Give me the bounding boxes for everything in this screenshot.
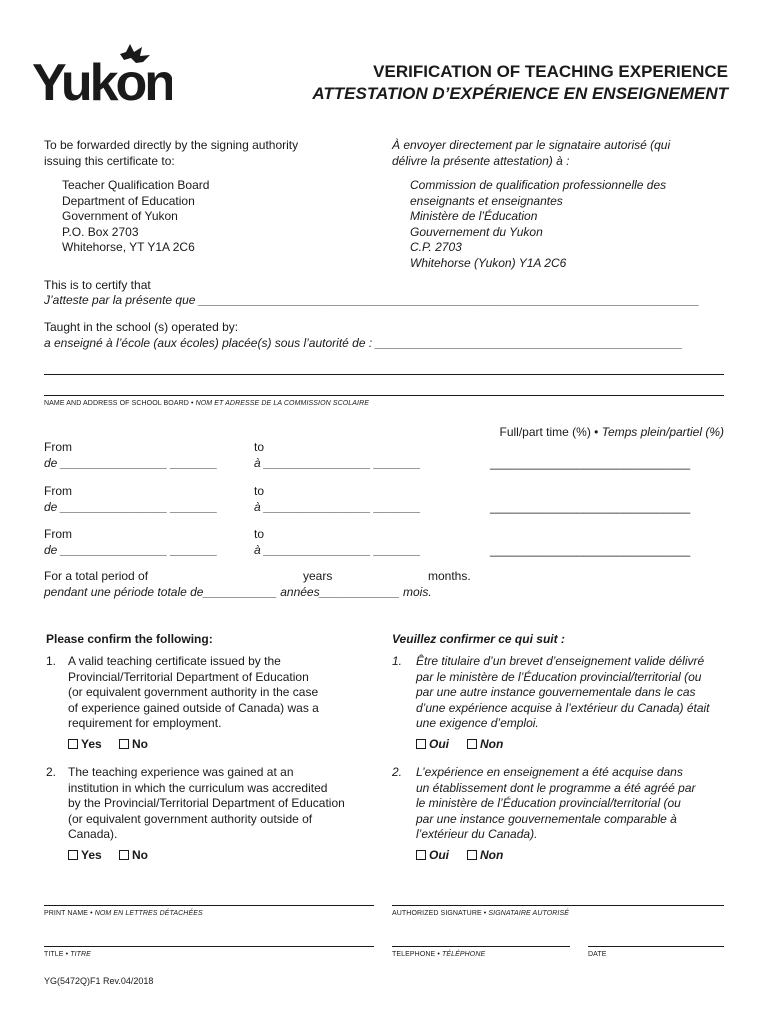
yukon-logo <box>32 42 172 107</box>
date-line[interactable] <box>588 946 724 947</box>
q2-line: L’expérience en enseignement a été acquise dans <box>416 765 683 779</box>
q1-text-en <box>68 654 319 732</box>
q1-non-checkbox[interactable] <box>467 737 503 751</box>
date-caption: DATE <box>588 951 607 958</box>
address-line: Department of Education <box>62 193 195 208</box>
page-title-en: VERIFICATION OF TEACHING EXPERIENCE <box>373 62 728 81</box>
from-field[interactable]: de ________________ _______ <box>44 456 218 470</box>
caption-en: TITLE • <box>44 951 71 958</box>
non-label: Non <box>480 848 504 862</box>
q2-yes-checkbox[interactable] <box>68 848 102 862</box>
q1-line: par le ministère de l’Éducation provincial/territorial (ou <box>416 669 702 684</box>
q1-line: (or equivalent government authority in the case <box>68 685 319 699</box>
forward-instruction-en-2: issuing this certificate to: <box>44 154 175 168</box>
from-field[interactable]: de ________________ _______ <box>44 543 218 557</box>
address-block-en <box>62 178 209 256</box>
no-label: No <box>132 737 148 751</box>
percent-field[interactable]: ______________________________ <box>490 500 691 514</box>
q1-line: par une autre instance gouvernementale dans le cas <box>416 685 696 699</box>
time-header-fr: Temps plein/partiel (%) <box>601 425 724 439</box>
print-name-caption <box>44 910 203 917</box>
total-years-label: years <box>303 569 333 583</box>
checkbox-icon <box>416 850 426 860</box>
address-line: Gouvernement du Yukon <box>410 224 543 239</box>
to-field[interactable]: à ________________ _______ <box>254 543 421 557</box>
checkbox-icon <box>467 850 477 860</box>
address-line: P.O. Box 2703 <box>62 224 139 239</box>
caption-en: TELEPHONE • <box>392 951 442 958</box>
school-board-line-1[interactable] <box>44 374 724 375</box>
q1-line: A valid teaching certificate issued by the <box>68 654 281 668</box>
signature-line[interactable] <box>392 905 724 906</box>
checkbox-icon <box>416 739 426 749</box>
time-header <box>500 425 725 439</box>
time-header-en: Full/part time (%) • <box>499 425 602 439</box>
oui-label: Oui <box>429 737 449 751</box>
checkbox-icon <box>119 739 129 749</box>
address-line: Government of Yukon <box>62 209 178 223</box>
school-board-line-2[interactable] <box>44 395 724 396</box>
caption-en: AUTHORIZED SIGNATURE • <box>392 910 489 917</box>
caption-fr: TÉLÉPHONE <box>441 951 486 958</box>
q1-yes-checkbox[interactable] <box>68 737 102 751</box>
q2-line: by the Provincial/Territorial Department of Education <box>68 796 345 810</box>
q1-line: requirement for employment. <box>68 716 222 730</box>
from-field[interactable]: de ________________ _______ <box>44 500 218 514</box>
q1-line: of experience gained outside of Canada) was a <box>68 700 319 715</box>
title-caption <box>44 951 91 958</box>
confirm-heading-fr: Veuillez confirmer ce qui suit : <box>392 632 565 646</box>
forward-instruction-fr-2: délivre la présente attestation) à : <box>392 154 570 168</box>
q2-number-en: 2. <box>46 765 57 779</box>
school-board-field-fr[interactable]: a enseigné à l’école (aux écoles) placée(s) sous l’autorité de : ______________________________________________ <box>44 336 683 350</box>
oui-label: Oui <box>429 848 449 862</box>
to-field[interactable]: à ________________ _______ <box>254 456 421 470</box>
checkbox-icon <box>68 739 78 749</box>
checkbox-icon <box>68 850 78 860</box>
confirm-heading-en: Please confirm the following: <box>46 632 213 646</box>
yes-label: Yes <box>81 737 102 751</box>
address-line: Whitehorse (Yukon) Y1A 2C6 <box>410 255 567 270</box>
caption-en: PRINT NAME • <box>44 910 95 917</box>
total-months-label: months. <box>428 569 471 583</box>
q2-line: par une instance gouvernementale comparable à <box>416 811 677 826</box>
signature-caption <box>392 910 569 917</box>
q2-line: l’extérieur du Canada). <box>416 827 538 841</box>
caption-fr: TITRE <box>70 951 91 958</box>
q2-line: Canada). <box>68 827 118 841</box>
q2-text-en <box>68 765 345 843</box>
address-line: C.P. 2703 <box>410 240 462 254</box>
forward-instruction-fr-1: À envoyer directement par le signataire autorisé (qui <box>392 138 671 152</box>
q1-line: d’une expérience acquise à l’extérieur du Canada) était <box>416 700 710 715</box>
percent-field[interactable]: ______________________________ <box>490 456 691 470</box>
page-title-fr: ATTESTATION D’EXPÉRIENCE EN ENSEIGNEMENT <box>312 84 728 103</box>
title-line[interactable] <box>44 946 374 947</box>
address-line: Teacher Qualification Board <box>62 178 210 192</box>
telephone-caption <box>392 951 485 958</box>
certify-field-fr[interactable]: J’atteste par la présente que ___________________________________________________________________________ <box>44 293 700 307</box>
yes-label: Yes <box>81 848 102 862</box>
q1-no-checkbox[interactable] <box>119 737 148 751</box>
to-label: to <box>254 484 265 498</box>
non-label: Non <box>480 737 504 751</box>
from-label: From <box>44 527 72 541</box>
q2-line: un établissement dont le programme a été agréé par <box>416 780 696 795</box>
yukon-logo-text: Yukon <box>32 54 172 104</box>
q1-oui-checkbox[interactable] <box>416 737 449 751</box>
from-label: From <box>44 484 72 498</box>
total-period-label-en: For a total period of <box>44 569 149 583</box>
q2-no-checkbox[interactable] <box>119 848 148 862</box>
q2-oui-checkbox[interactable] <box>416 848 449 862</box>
address-line: Whitehorse, YT Y1A 2C6 <box>62 240 195 254</box>
q2-number-fr: 2. <box>392 765 403 779</box>
q1-number-fr: 1. <box>392 654 403 668</box>
q2-line: le ministère de l’Éducation provincial/territorial (ou <box>416 796 681 810</box>
q1-line: Être titulaire d’un brevet d’enseignement valide délivré <box>416 654 705 668</box>
to-label: to <box>254 527 265 541</box>
certify-label-en: This is to certify that <box>44 278 151 292</box>
yukon-logo-mark <box>32 42 172 104</box>
total-period-field-fr[interactable]: pendant une période totale de___________ années____________ mois. <box>44 585 432 599</box>
print-name-line[interactable] <box>44 905 374 906</box>
form-id: YG(5472Q)F1 Rev.04/2018 <box>44 976 154 986</box>
percent-field[interactable]: ______________________________ <box>490 543 691 557</box>
from-label: From <box>44 440 72 454</box>
address-line: Commission de qualification professionnelle des <box>410 178 667 192</box>
q2-line: The teaching experience was gained at an <box>68 765 294 779</box>
q2-non-checkbox[interactable] <box>467 848 503 862</box>
no-label: No <box>132 848 148 862</box>
q1-line: une exigence d’emploi. <box>416 716 539 730</box>
caption-fr: SIGNATAIRE AUTORISÉ <box>488 910 570 917</box>
q2-line: (or equivalent government authority outside of <box>68 811 313 826</box>
checkbox-icon <box>467 739 477 749</box>
to-field[interactable]: à ________________ _______ <box>254 500 421 514</box>
address-line: Ministère de l’Éducation <box>410 209 538 223</box>
caption-fr: NOM ET ADRESSE DE LA COMMISSION SCOLAIRE <box>195 400 370 407</box>
q1-text-fr <box>416 654 710 732</box>
school-board-label-en: Taught in the school (s) operated by: <box>44 320 239 334</box>
address-line: enseignants et enseignantes <box>410 193 563 208</box>
q2-text-fr <box>416 765 696 843</box>
to-label: to <box>254 440 265 454</box>
forward-instruction-en-1: To be forwarded directly by the signing authority <box>44 138 299 152</box>
q1-line: Provincial/Territorial Department of Education <box>68 669 309 684</box>
caption-en: NAME AND ADDRESS OF SCHOOL BOARD • <box>44 400 196 407</box>
telephone-line[interactable] <box>392 946 570 947</box>
checkbox-icon <box>119 850 129 860</box>
address-block-fr <box>410 178 666 271</box>
q1-number-en: 1. <box>46 654 57 668</box>
q2-line: institution in which the curriculum was accredited <box>68 780 328 795</box>
school-board-caption <box>44 400 369 407</box>
caption-fr: NOM EN LETTRES DÉTACHÉES <box>94 910 203 917</box>
